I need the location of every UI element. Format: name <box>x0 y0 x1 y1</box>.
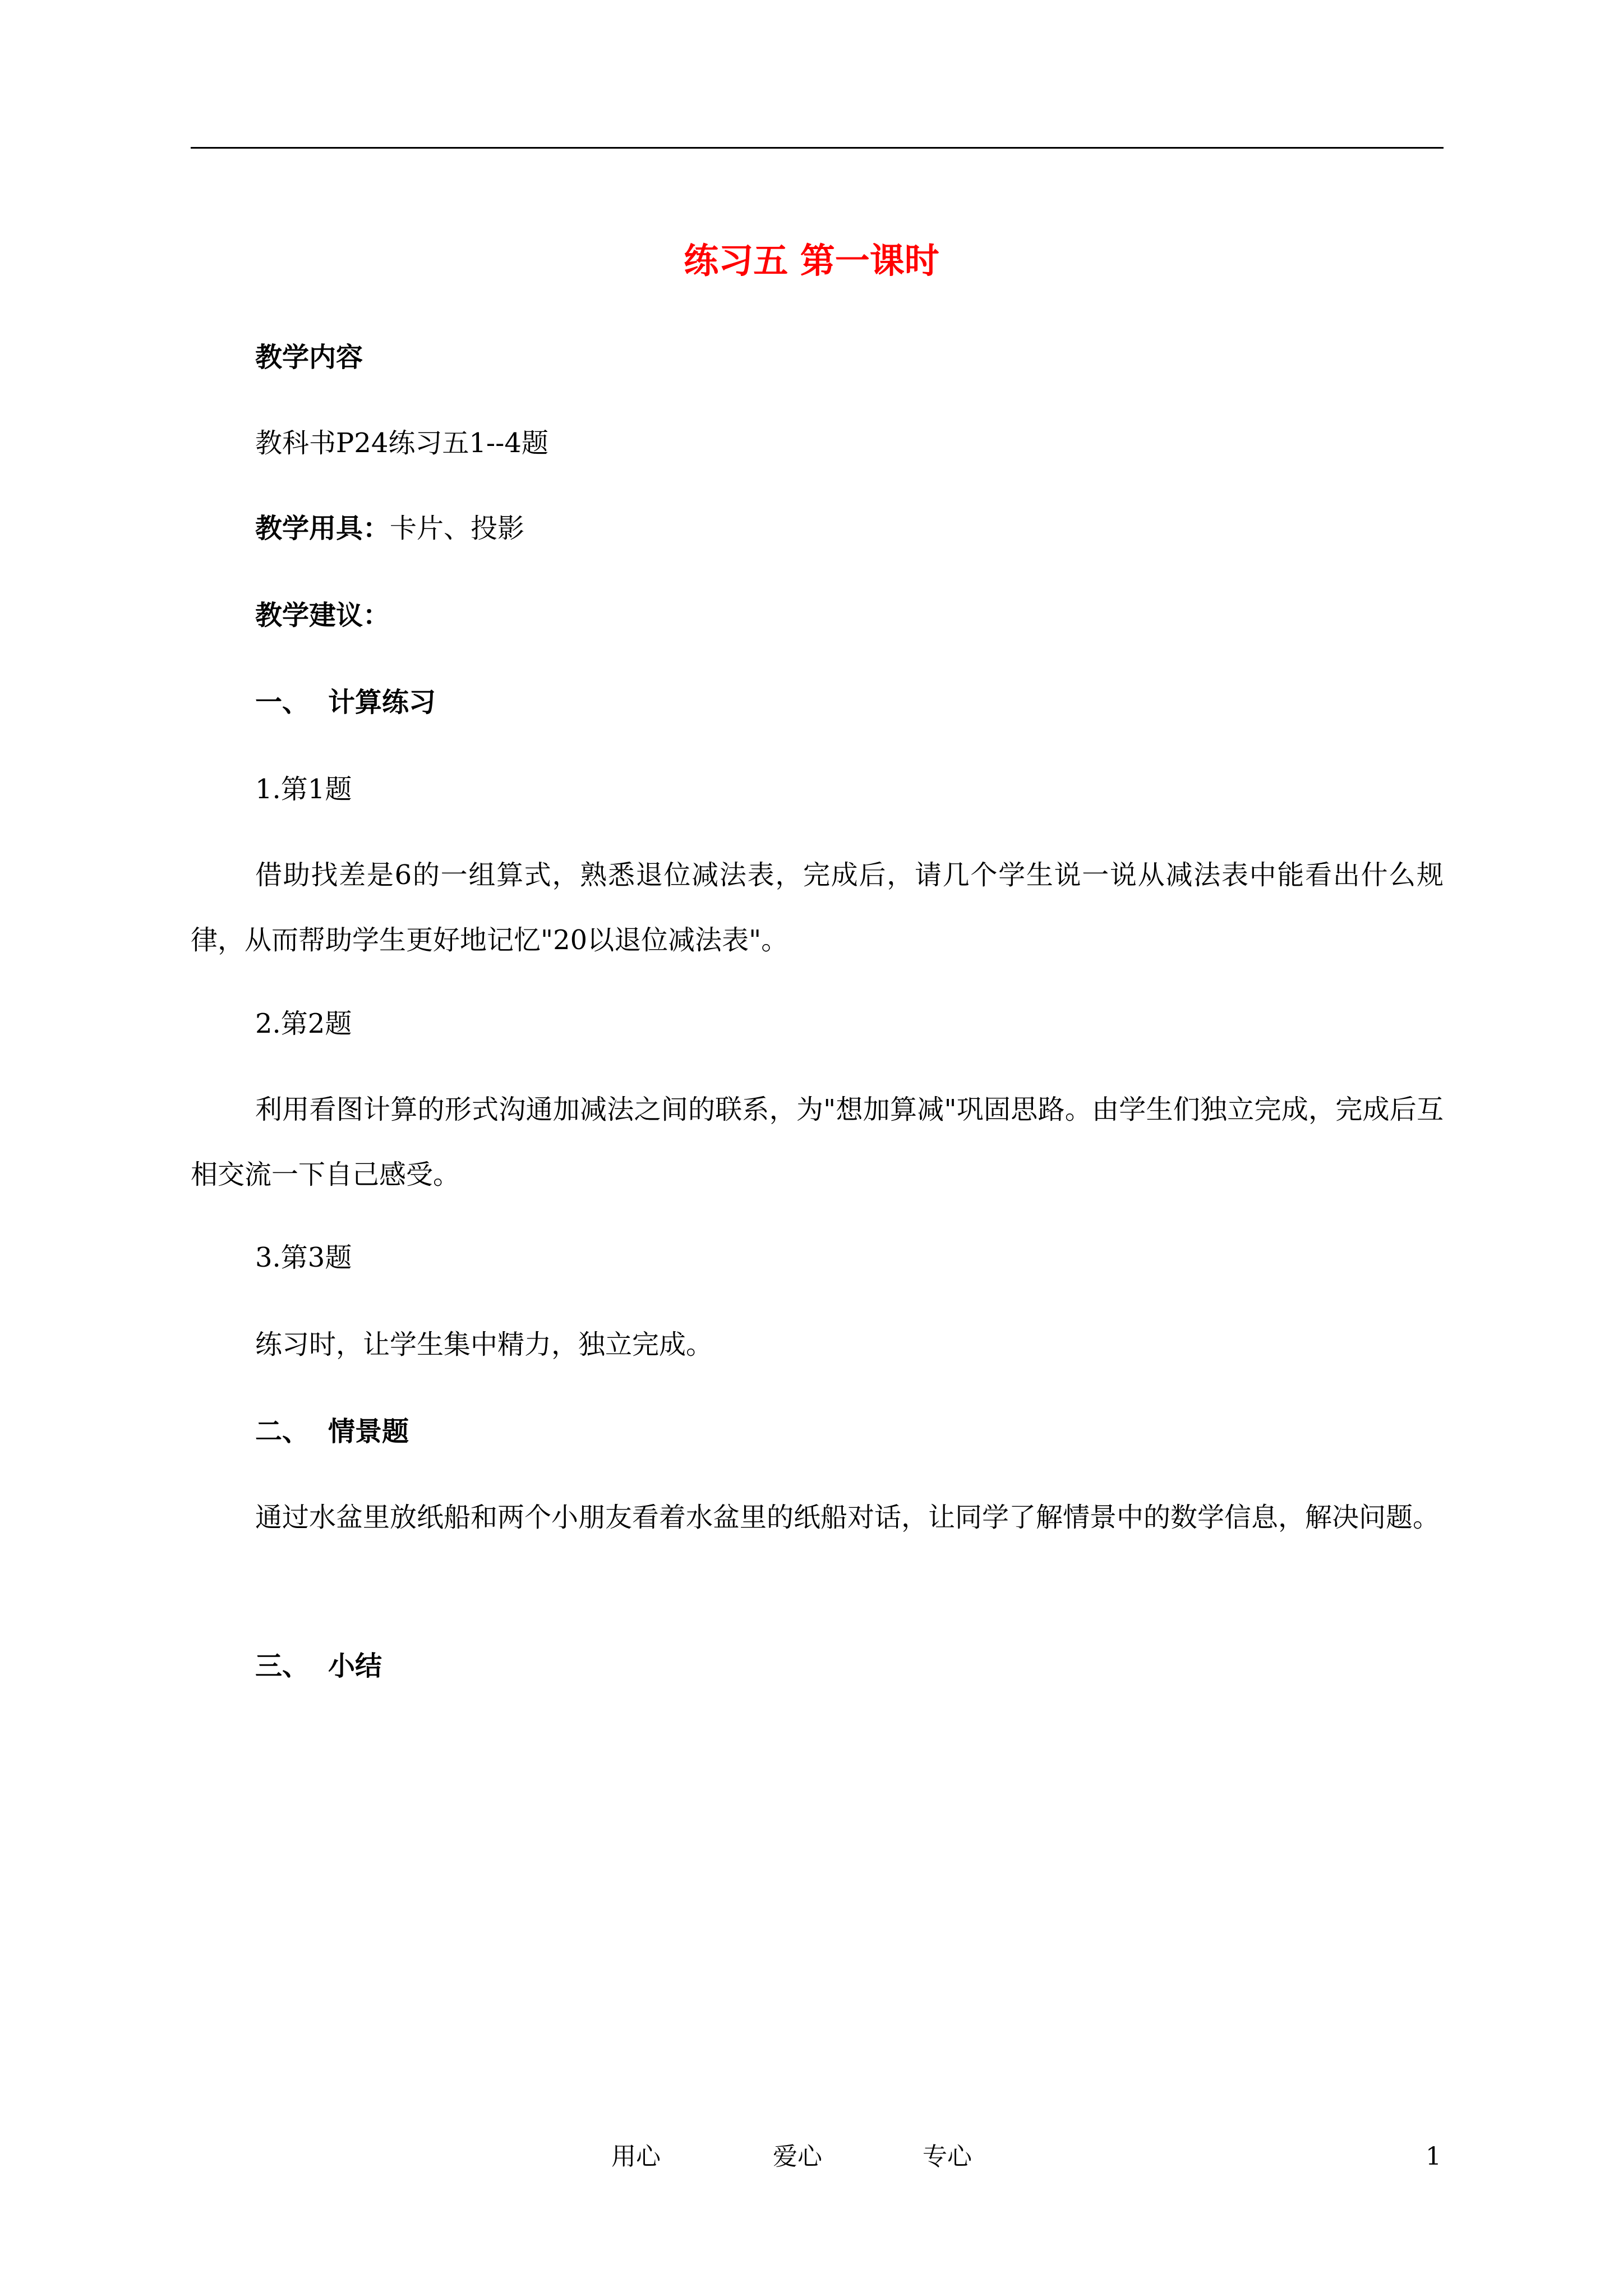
scene-paragraph: 通过水盆里放纸船和两个小朋友看着水盆里的纸船对话，让同学了解情景中的数学信息，解决问题。 <box>255 1502 1440 1533</box>
content-heading: 教学内容 <box>255 342 363 373</box>
section-heading <box>255 684 436 720</box>
item-paragraph: 借助找差是6的一组算式，熟悉退位减法表，完成后，请几个学生说一说从减法表中能看出什么规律，从而帮助学生更好地记忆"20以退位减法表"。 <box>191 859 1444 956</box>
section-number: 一、 <box>255 687 310 718</box>
section-title: 计算练习 <box>328 687 436 718</box>
item-label: 1.第1题 <box>255 774 352 805</box>
tools-line <box>255 510 524 546</box>
page-number: 1 <box>1426 2142 1441 2171</box>
tools-label: 教学用具： <box>255 513 390 544</box>
header-rule <box>191 147 1444 149</box>
page-title: 练习五 第一课时 <box>684 240 939 281</box>
footer-word: 用心 <box>611 2142 661 2171</box>
section-title: 情景题 <box>328 1416 409 1447</box>
tools-text: 卡片、投影 <box>390 513 525 544</box>
footer-word: 专心 <box>923 2142 972 2171</box>
item-paragraph: 利用看图计算的形式沟通加减法之间的联系，为"想加算减"巩固思路。由学生们独立完成，完成后互相交流一下自己感受。 <box>191 1094 1444 1190</box>
section-number: 二、 <box>255 1416 310 1447</box>
section-title: 小结 <box>328 1650 382 1682</box>
section-heading <box>255 1648 382 1684</box>
item-label: 3.第3题 <box>255 1242 352 1273</box>
item-paragraph: 练习时，让学生集中精力，独立完成。 <box>255 1329 713 1360</box>
item-label: 2.第2题 <box>255 1008 352 1039</box>
section-heading <box>255 1414 409 1450</box>
content-text: 教科书P24练习五1--4题 <box>255 427 548 459</box>
footer-word: 爱心 <box>773 2142 822 2171</box>
suggestion-heading: 教学建议： <box>255 600 390 631</box>
section-number: 三、 <box>255 1650 310 1682</box>
